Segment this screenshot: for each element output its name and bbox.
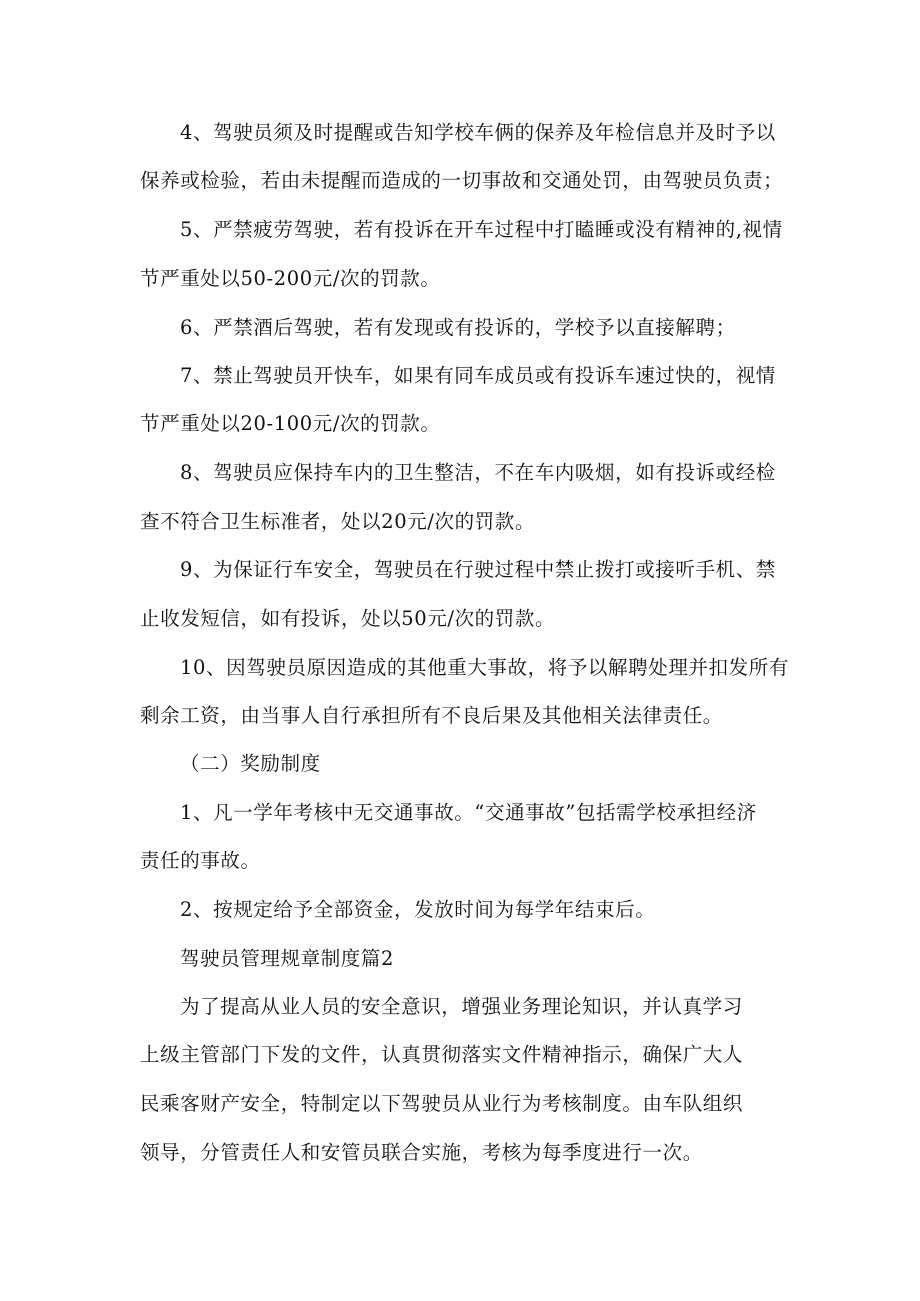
intro-line-3: 民乘客财产安全，特制定以下驾驶员从业行为考核制度。由车队组织: [140, 1092, 744, 1115]
rule-5-line-1: 5、严禁疲劳驾驶，若有投诉在开车过程中打瞌睡或没有精神的,视情: [180, 218, 783, 241]
rule-9-line-2: 止收发短信，如有投诉，处以50元/次的罚款。: [140, 607, 556, 630]
rule-8-line-1: 8、驾驶员应保持车内的卫生整洁，不在车内吸烟，如有投诉或经检: [180, 461, 776, 484]
intro-line-1: 为了提高从业人员的安全意识，增强业务理论知识，并认真学习: [180, 995, 743, 1018]
rule-4-line-2: 保养或检验，若由未提醒而造成的一切事故和交通处罚，由驾驶员负责；: [140, 169, 784, 192]
rule-10-line-2: 剩余工资，由当事人自行承担所有不良后果及其他相关法律责任。: [140, 704, 723, 727]
intro-line-2: 上级主管部门下发的文件，认真贯彻落实文件精神指示，确保广大人: [140, 1043, 744, 1066]
rule-6-line-1: 6、严禁酒后驾驶，若有发现或有投诉的，学校予以直接解聘；: [180, 316, 736, 339]
rule-5-line-2: 节严重处以50-200元/次的罚款。: [140, 267, 441, 290]
section-heading-rewards: （二）奖励制度: [180, 752, 321, 775]
rule-7-line-2: 节严重处以20-100元/次的罚款。: [140, 412, 441, 435]
reward-2-line-1: 2、按规定给予全部资金，发放时间为每学年结束后。: [180, 898, 656, 921]
intro-line-4: 领导，分管责任人和安管员联合实施，考核为每季度进行一次。: [140, 1141, 703, 1164]
rule-10-line-1: 10、因驾驶员原因造成的其他重大事故，将予以解聘处理并扣发所有: [180, 656, 789, 679]
rule-4-line-1: 4、驾驶员须及时提醒或告知学校车俩的保养及年检信息并及时予以: [180, 121, 776, 144]
chapter-title: 驾驶员管理规章制度篇2: [180, 947, 395, 970]
rule-9-line-1: 9、为保证行车安全，驾驶员在行驶过程中禁止拨打或接听手机、禁: [180, 558, 776, 581]
rule-8-line-2: 查不符合卫生标准者，处以20元/次的罚款。: [140, 510, 535, 533]
rule-7-line-1: 7、禁止驾驶员开快车，如果有同车成员或有投诉车速过快的，视情: [180, 364, 776, 387]
reward-1-line-1: 1、凡一学年考核中无交通事故。“交通事故”包括需学校承担经济: [180, 801, 757, 824]
reward-1-line-2: 责任的事故。: [140, 849, 261, 872]
